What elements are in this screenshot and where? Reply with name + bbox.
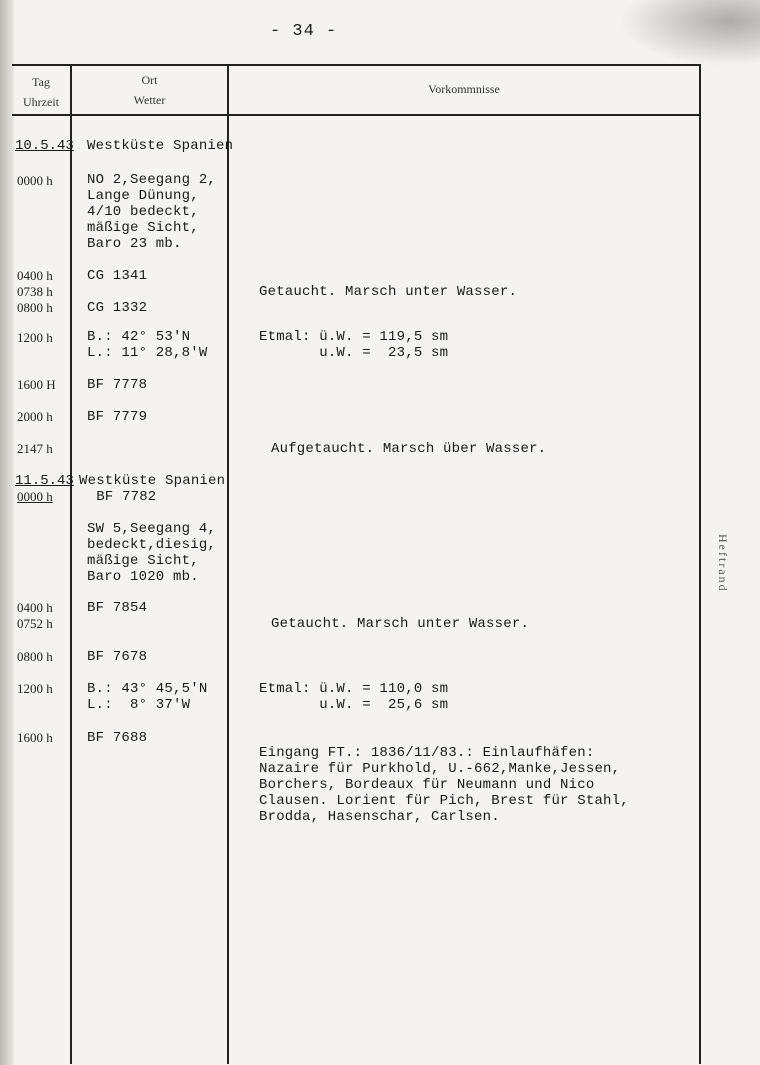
entry-time: 1600 H [17,377,56,392]
page-edge-shadow [0,0,14,1065]
position-text: CG 1341 CG 1332 [87,268,148,316]
entry-date: 10.5.43 [15,138,74,154]
position-text: BF 7678 [87,649,148,665]
weather-text: NO 2,Seegang 2, Lange Dünung, 4/10 bedeckt, mäßige Sicht, Baro 23 mb. [87,172,217,252]
event-text: Aufgetaucht. Marsch über Wasser. [271,441,547,457]
entry-date: 11.5.43 [15,473,74,489]
entry-time: 0400 h 0738 h 0800 h [17,268,53,315]
position-text: BF 7778 [87,377,148,393]
entry-time: 1600 h [17,730,53,745]
entry-time: 0000 h [17,173,53,188]
event-text: Etmal: ü.W. = 110,0 sm u.W. = 25,6 sm [259,681,449,713]
location-text: Westküste Spanien [87,138,234,154]
event-text: Getaucht. Marsch unter Wasser. [271,616,530,632]
event-text: Etmal: ü.W. = 119,5 sm u.W. = 23,5 sm [259,329,449,361]
margin-note: Heftrand [716,534,730,593]
header-tag-uhrzeit: Tag Uhrzeit [23,75,59,109]
entry-time: 0800 h [17,649,53,664]
position-text: BF 7854 [87,600,148,616]
header-bottom-rule [12,114,700,116]
position-text: B.: 43° 45,5'N L.: 8° 37'W [87,681,208,713]
position-text: BF 7779 [87,409,148,425]
scan-smudge [610,0,760,70]
column-divider-2 [227,64,229,1064]
entry-time: 0000 h [17,489,53,504]
header-vorkommnisse: Vorkommnisse [428,82,500,96]
entry-time: 0400 h 0752 h [17,600,53,631]
column-divider-1 [70,64,72,1064]
header-ort-wetter: Ort Wetter [133,73,166,107]
table-top-rule [12,64,700,66]
event-text: Getaucht. Marsch unter Wasser. [259,284,518,300]
entry-time: 2147 h [17,441,53,456]
location-text: Westküste Spanien BF 7782 [79,473,226,505]
entry-time: 2000 h [17,409,53,424]
event-text: Eingang FT.: 1836/11/83.: Einlaufhäfen: Nazaire für Purkhold, U.-662,Manke,Jessen, Borchers, Bordeaux für Neumann und Nico Clausen. Lorient für Pich, Brest für Stahl, Brodda, Hasenschar, Carlsen. [259,745,629,825]
weather-text: SW 5,Seegang 4, bedeckt,diesig, mäßige Sicht, Baro 1020 mb. [87,521,217,585]
entry-time: 1200 h [17,681,53,696]
position-text: BF 7688 [87,730,148,746]
entry-time: 1200 h [17,330,53,345]
page-number: - 34 - [270,22,338,41]
position-text: B.: 42° 53'N L.: 11° 28,8'W [87,329,208,361]
